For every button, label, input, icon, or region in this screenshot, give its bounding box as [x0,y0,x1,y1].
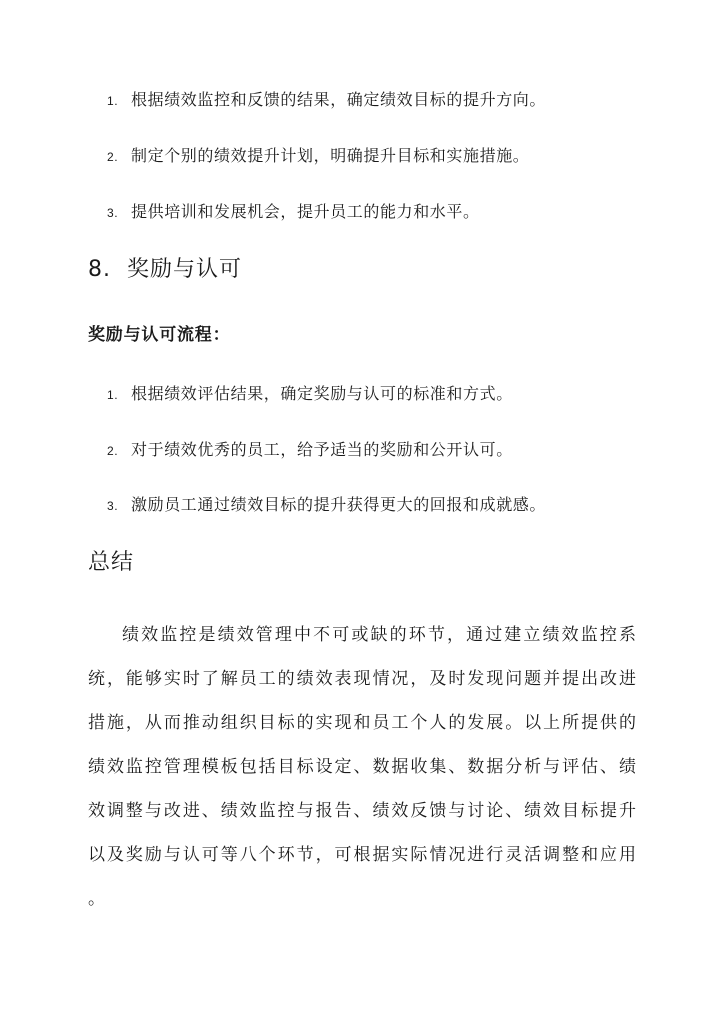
list-item [107,146,529,167]
section-heading-summary: 总结 [88,550,135,575]
list-number: 3. [107,206,119,220]
list-number: 1. [107,94,119,108]
paragraph-line: 统，能够实时了解员工的绩效表现情况，及时发现问题并提出改进 [88,669,636,689]
list-item [107,90,546,111]
list-number: 3. [107,499,119,513]
list-text: 根据绩效评估结果，确定奖励与认可的标准和方式。 [131,384,513,403]
list-item [107,202,480,223]
list-item [107,384,513,405]
list-text: 激励员工通过绩效目标的提升获得更大的回报和成就感。 [131,495,547,514]
subheading-rewards-process: 奖励与认可流程： [88,325,231,345]
paragraph-line: 。 [88,889,105,909]
paragraph-line: 绩效监控管理模板包括目标设定、数据收集、数据分析与评估、绩 [88,757,636,777]
paragraph-line: 措施，从而推动组织目标的实现和员工个人的发展。以上所提供的 [88,713,636,733]
list-text: 根据绩效监控和反馈的结果，确定绩效目标的提升方向。 [131,90,547,109]
list-number: 1. [107,388,119,402]
list-text: 制定个别的绩效提升计划，明确提升目标和实施措施。 [131,146,530,165]
paragraph-line: 以及奖励与认可等八个环节，可根据实际情况进行灵活调整和应用 [88,845,636,865]
list-item [107,440,513,461]
paragraph-line: 效调整与改进、绩效监控与报告、绩效反馈与讨论、绩效目标提升 [88,801,636,821]
list-item [107,495,546,516]
paragraph-line: 绩效监控是绩效管理中不可或缺的环节，通过建立绩效监控系 [122,625,636,645]
list-number: 2. [107,150,119,164]
summary-paragraph [88,613,636,921]
list-number: 2. [107,444,119,458]
list-text: 对于绩效优秀的员工，给予适当的奖励和公开认可。 [131,440,513,459]
section-heading-rewards: 8. 奖励与认可 [88,257,242,282]
list-text: 提供培训和发展机会，提升员工的能力和水平。 [131,202,480,221]
